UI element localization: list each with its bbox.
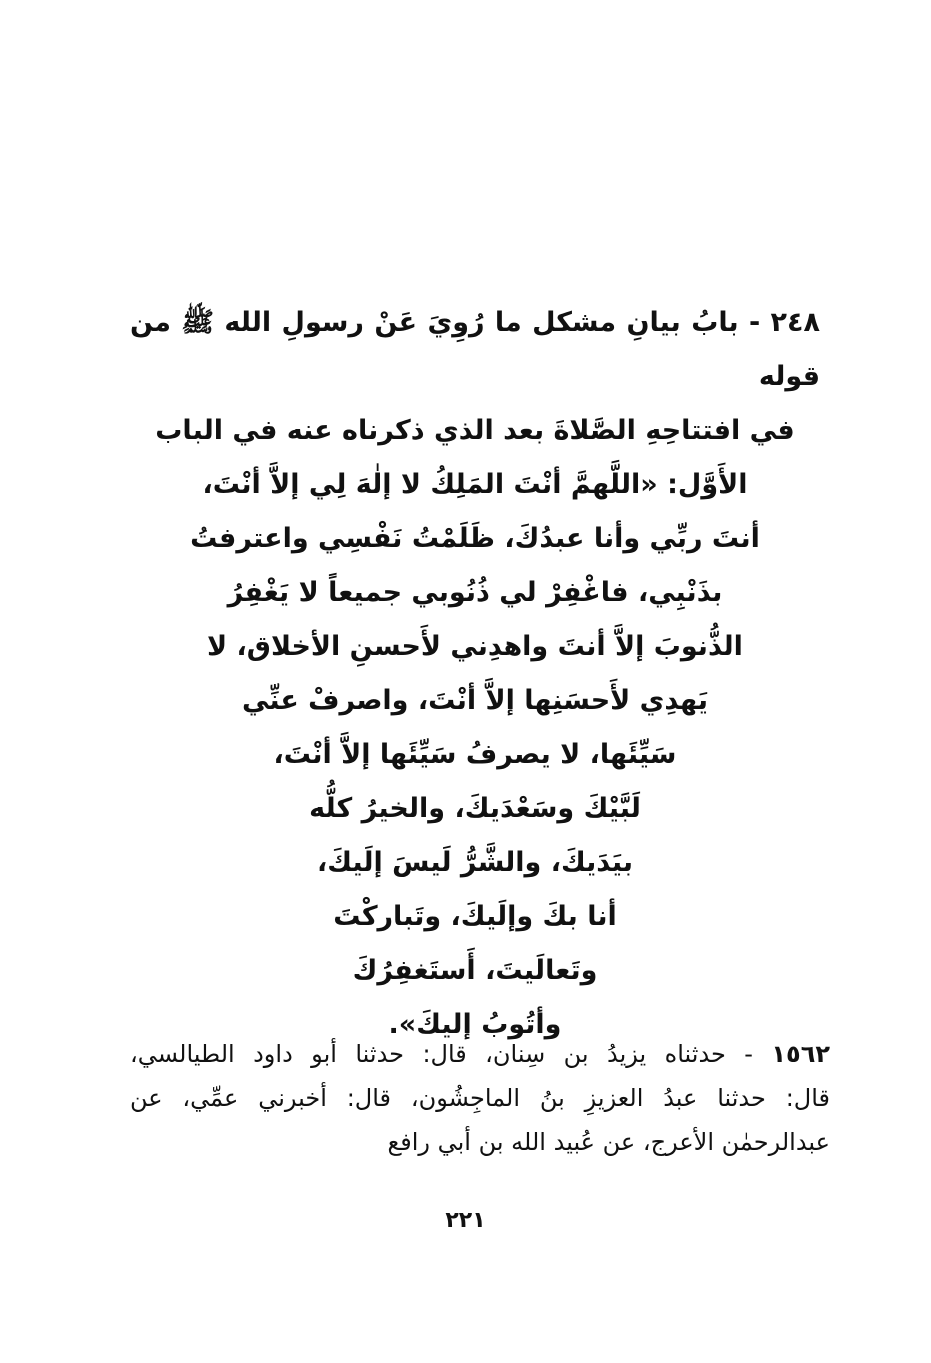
hadith-line: قال: حدثنا عبدُ العزيزِ بنُ الماجِشُون، قال: أخبرني عمِّي، عن [130,1084,830,1112]
chapter-heading-line: الذُّنوبَ إلاَّ أنتَ واهدِني لأَحسنِ الأخلاق، لا [207,631,743,662]
chapter-section [130,296,820,1052]
chapter-heading-line: ٢٤٨ - بابُ بيانِ مشكل ما رُوِيَ عَنْ رسولِ الله ﷺ من قوله [130,307,820,392]
chapter-heading-line: الأَوَّل: «اللَّهمَّ أنْتَ المَلِكُ لا إلٰهَ لِي إلاَّ أنْتَ، [202,469,748,500]
hadith-line: عبدالرحمٰن الأعرج، عن عُبيد الله بن أبي رافع [387,1128,830,1156]
hadith-text: - حدثناه يزيدُ بن سِنان، قال: حدثنا أبو داود الطيالسي، [130,1040,772,1068]
chapter-heading-line: بذَنْبِي، فاغْفِرْ لي ذُنُوبي جميعاً لا يَغْفِرُ [227,577,723,608]
chapter-heading-line: وتَعالَيتَ، أَستَغفِرُكَ [352,955,598,986]
chapter-heading-line: بيَدَيكَ، والشَّرُّ لَيسَ إلَيكَ، [316,847,634,878]
chapter-heading-line: في افتتاحِهِ الصَّلاةَ بعد الذي ذكرناه عنه في الباب [155,415,795,446]
hadith-line [130,1032,830,1076]
chapter-heading-line: لَبَّيْكَ وسَعْدَيكَ، والخيرُ كلُّه [309,793,641,824]
page-number: ٢٢١ [445,1208,486,1233]
chapter-heading-line: أنتَ ربِّي وأنا عبدُكَ، ظَلَمْتُ نَفْسِي واعترفتُ [190,523,760,554]
hadith-paragraph [130,1032,830,1164]
hadith-number: ١٥٦٢ [771,1040,830,1068]
chapter-heading-line: أنا بكَ وإلَيكَ، وتَباركْتَ [333,901,617,932]
chapter-heading-line: يَهدِي لأَحسَنِها إلاَّ أنْتَ، واصرفْ عنِّي [242,685,708,716]
chapter-heading-line: سَيِّئَها، لا يصرفُ سَيِّئَها إلاَّ أنْتَ، [273,739,677,770]
chapter-heading-line: وأتُوبُ إليكَ». [388,1009,562,1040]
